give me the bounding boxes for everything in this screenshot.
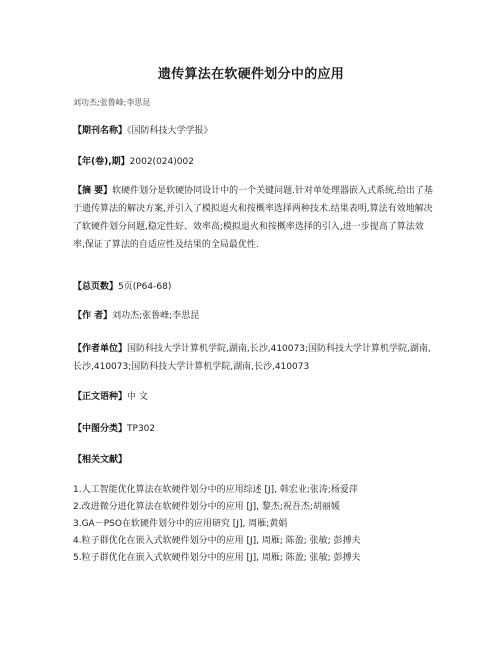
page-title: 遗传算法在软硬件划分中的应用	[157, 67, 345, 82]
field-classification-value: TP302	[127, 424, 156, 434]
reference-item[interactable]: 2.改进微分进化算法在软硬件划分中的应用 [J], 黎杰;祝吾杰;胡丽媛	[73, 502, 340, 512]
field-abstract	[73, 182, 433, 254]
field-language	[73, 388, 433, 406]
authors-subtitle: 刘功杰;张鲁峰;李思昆	[73, 98, 151, 107]
field-classification-label: 【中图分类】	[73, 424, 128, 434]
field-journal-label: 【期刊名称】	[73, 126, 128, 136]
field-language-label: 【正文语种】	[73, 392, 128, 402]
field-pages-value: 5页(P64-68)	[118, 282, 172, 292]
field-journal	[73, 122, 433, 140]
reference-item[interactable]: 1.人工智能优化算法在软硬件划分中的应用综述 [J], 韩宏业;张涛;杨爱萍	[73, 485, 358, 495]
field-author-value: 刘功杰;张鲁峰;李思昆	[112, 311, 200, 321]
field-abstract-value: 软硬件划分是软硬协同设计中的一个关键问题.针对单处理器嵌入式系统,给出了基于遗传算法的解决方案,并引入了模拟退火和按概率选择两种技术.结果表明,算法有效地解决了软硬件划分问题,稳定性好、效率高;模拟退火和按概率选择的引入,进一步提高了算法效率,保证了算法的自适应性及结果的全局最优性.	[73, 186, 433, 250]
field-related	[73, 451, 433, 469]
field-affiliation	[73, 340, 433, 376]
reference-item[interactable]: 5.粒子群优化在嵌入式软硬件划分中的应用 [J], 周雁; 陈盈; 张敏; 彭搏夫	[73, 553, 361, 563]
field-abstract-label: 【摘 要】	[73, 186, 113, 196]
field-journal-value: 《国防科技大学学报》	[127, 126, 213, 136]
field-year	[73, 153, 433, 171]
field-pages-label: 【总页数】	[73, 282, 119, 292]
field-author-label: 【作 者】	[73, 311, 113, 321]
reference-list	[73, 482, 433, 567]
field-pages	[73, 278, 433, 296]
reference-item[interactable]: 3.GA－PSO在软硬件划分中的应用研究 [J], 周雁;黄娟	[73, 519, 288, 529]
field-related-label: 【相关文献】	[73, 455, 128, 465]
field-affiliation-label: 【作者单位】	[73, 344, 128, 354]
field-language-value: 中 文	[127, 392, 148, 402]
field-year-value: 2002(024)002	[129, 157, 194, 167]
field-year-label: 【年(卷),期】	[73, 157, 130, 167]
field-affiliation-value: 国防科技大学计算机学院,湖南,长沙,410073;国防科技大学计算机学院,湖南,长沙,410073;国防科技大学计算机学院,湖南,长沙,410073	[73, 344, 431, 372]
field-classification	[73, 420, 433, 438]
reference-item[interactable]: 4.粒子群优化在嵌入式软硬件划分中的应用 [J], 周雁; 陈盈; 张敏; 彭搏夫	[73, 536, 361, 546]
field-author	[73, 307, 433, 325]
